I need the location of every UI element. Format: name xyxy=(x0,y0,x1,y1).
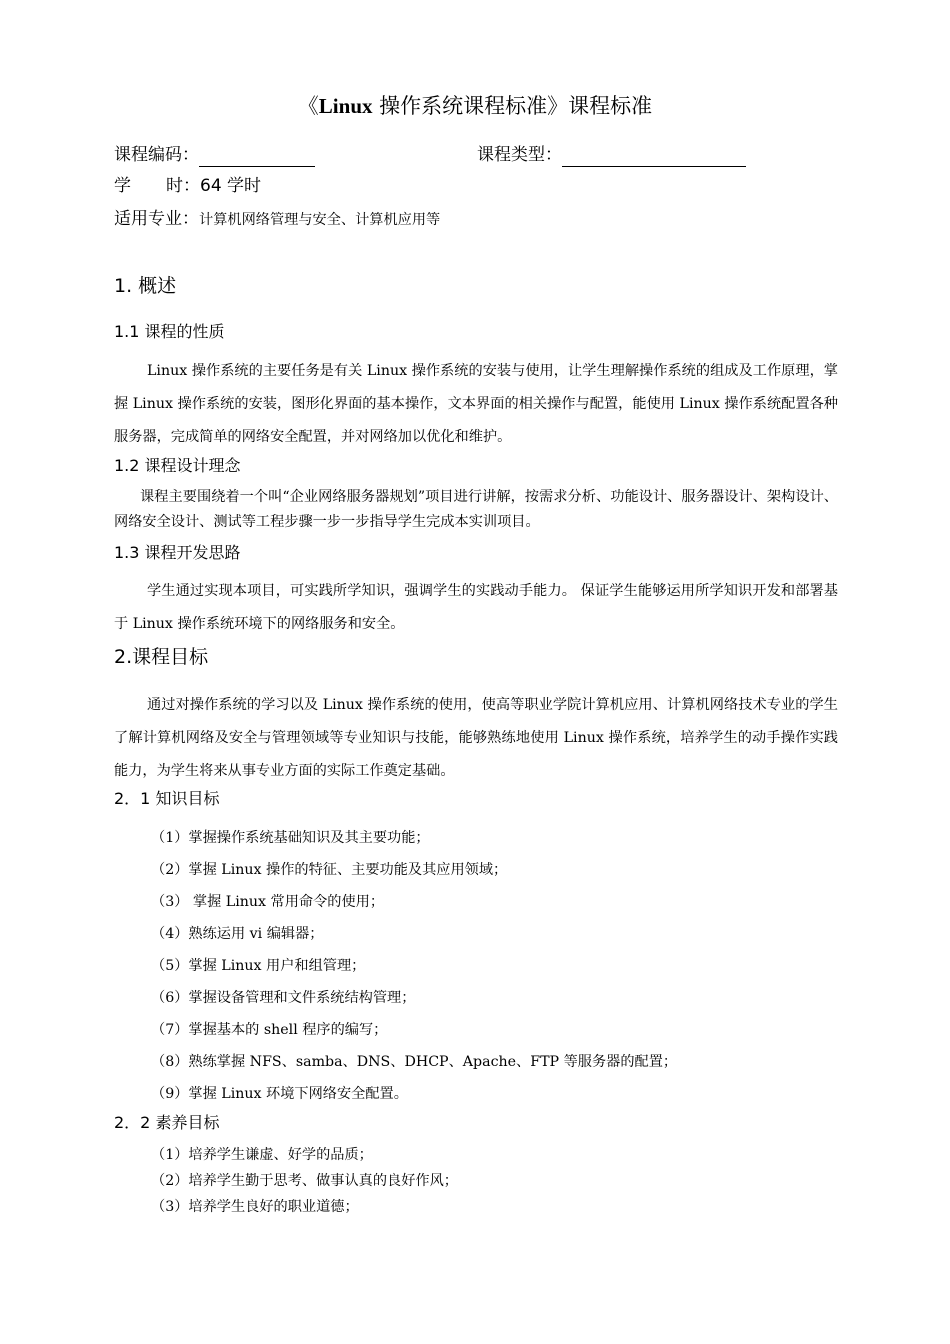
hours-row xyxy=(114,174,261,198)
section-1-2-heading: 1.2 课程设计理念 xyxy=(114,456,241,475)
section-2-text: 通过对操作系统的学习以及 Linux 操作系统的使用，使高等职业学院计算机应用、计算机网络技术专业的学生了解计算机网络及安全与管理领域等专业知识与技能，能够熟练地使用 Linux 操作系统，培养学生的动手操作实践能力，为学生将来从事专业方面的实际工作奠定基础。 xyxy=(114,697,838,779)
section-1-1-text: Linux 操作系统的主要任务是有关 Linux 操作系统的安装与使用，让学生理解操作系统的组成及工作原理，掌握 Linux 操作系统的安装，图形化界面的基本操作，文本界面的相关操作与配置，能使用 Linux 操作系统配置各种服务器，完成简单的网络安全配置，并对网络加以优化和维护。 xyxy=(114,363,838,445)
hours-value: 64 学时 xyxy=(200,176,262,196)
list-item: （2）培养学生勤于思考、做事认真的良好作风； xyxy=(151,1173,458,1189)
section-1-heading: 1. 概述 xyxy=(114,275,177,297)
quality-goals-list xyxy=(151,1142,458,1220)
section-1-1-heading: 1.1 课程的性质 xyxy=(114,322,225,341)
list-item: （1）培养学生谦虚、好学的品质； xyxy=(151,1147,373,1163)
list-item: （7）掌握基本的 shell 程序的编写； xyxy=(151,1022,388,1038)
section-1-3-heading: 1.3 课程开发思路 xyxy=(114,543,241,562)
section-2-2-heading: 2．2 素养目标 xyxy=(114,1113,220,1132)
course-type-label: 课程类型： xyxy=(477,145,562,165)
section-1-3-text: 学生通过实现本项目，可实践所学知识，强调学生的实践动手能力。 保证学生能够运用所学知识开发和部署基于 Linux 操作系统环境下的网络服务和安全。 xyxy=(114,583,838,632)
section-2-heading: 2.课程目标 xyxy=(114,646,209,668)
course-code-blank xyxy=(199,148,315,167)
course-type-row xyxy=(477,143,746,167)
list-item: （3）培养学生良好的职业道德； xyxy=(151,1199,359,1215)
list-item: （8）熟练掌握 NFS、samba、DNS、DHCP、Apache、FTP 等服务器的配置； xyxy=(151,1054,678,1070)
major-value: 计算机网络管理与安全、计算机应用等 xyxy=(199,212,441,228)
document-title xyxy=(0,91,950,121)
list-item: （3） 掌握 Linux 常用命令的使用； xyxy=(151,894,385,910)
list-item: （6）掌握设备管理和文件系统结构管理； xyxy=(151,990,416,1006)
knowledge-goals-list xyxy=(151,822,677,1110)
course-code-label: 课程编码： xyxy=(114,145,199,165)
list-item: （2）掌握 Linux 操作的特征、主要功能及其应用领域； xyxy=(151,862,508,878)
title-rest: 操作系统课程标准》课程标准 xyxy=(372,94,653,118)
title-en: Linux xyxy=(318,94,373,118)
list-item: （5）掌握 Linux 用户和组管理； xyxy=(151,958,366,974)
hours-label-1: 学 xyxy=(114,176,131,196)
list-item: （4）熟练运用 vi 编辑器； xyxy=(151,926,324,942)
section-2-1-heading: 2．1 知识目标 xyxy=(114,789,220,808)
course-code-row xyxy=(114,143,315,167)
list-item: （1）掌握操作系统基础知识及其主要功能； xyxy=(151,830,430,846)
major-row xyxy=(114,207,440,232)
section-1-2-text: 课程主要围绕着一个叫“企业网络服务器规划”项目进行讲解，按需求分析、功能设计、服务器设计、架构设计、网络安全设计、测试等工程步骤一步一步指导学生完成本实训项目。 xyxy=(114,489,838,530)
major-label: 适用专业： xyxy=(114,209,199,229)
title-prefix: 《 xyxy=(297,94,319,118)
hours-label-2: 时： xyxy=(166,176,200,196)
list-item: （9）掌握 Linux 环境下网络安全配置。 xyxy=(151,1086,408,1102)
course-type-blank xyxy=(562,148,746,167)
